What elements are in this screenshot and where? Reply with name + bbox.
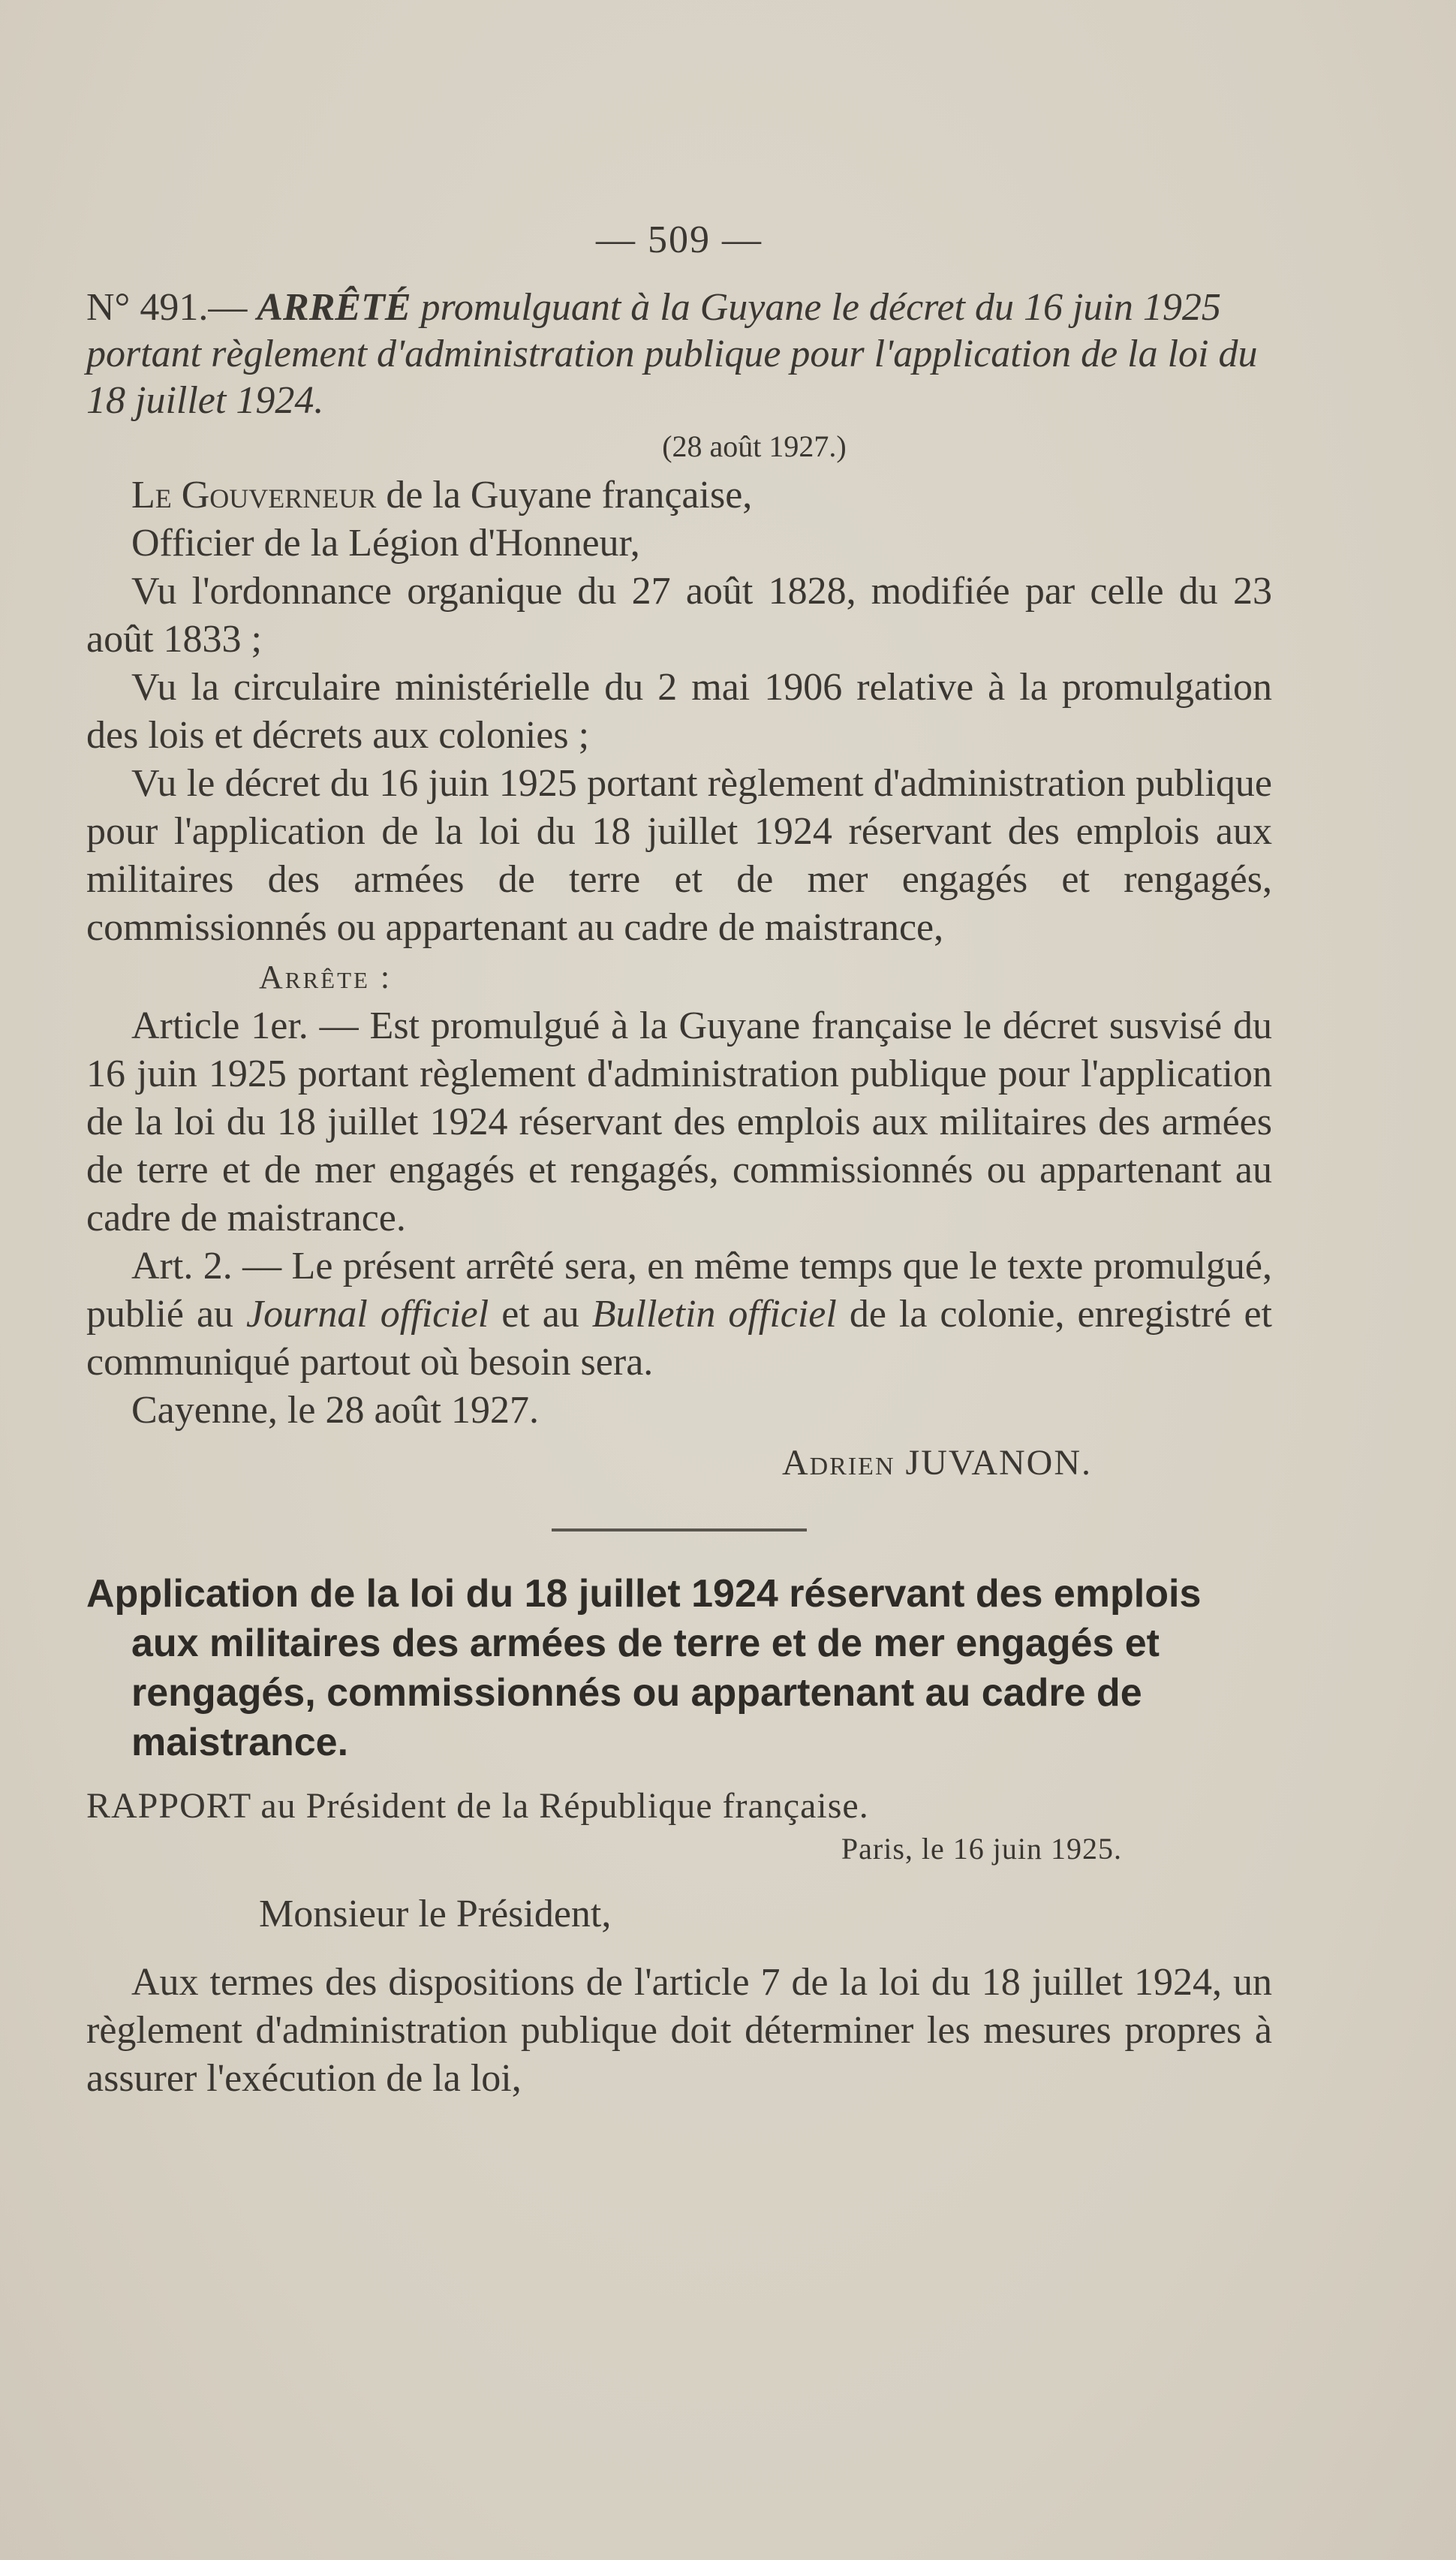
document-content <box>86 218 1272 2103</box>
visa-ordonnance: Vu l'ordonnance organique du 27 août 1828, modifiée par celle du 23 août 1833 ; <box>86 570 1272 661</box>
paris-date: Paris, le 16 juin 1925. <box>841 1832 1122 1866</box>
section-title: Application de la loi du 18 juillet 1924 réservant des emplois aux militaires des armées de terre et de mer engagés et rengagés, commissionnés ou appartenant au cadre de maistrance. <box>86 1572 1202 1764</box>
article-2-a: Art. 2. — Le présent arrêté sera, en même temps que le texte promulgué, publié au <box>86 1245 1272 1336</box>
visa-decret: Vu le décret du 16 juin 1925 portant règlement d'administration publique pour l'application de la loi du 18 juillet 1924 réservant des emplois aux militaires des armées de terre et de mer engagés et rengagés, commissionnés ou appartenant au cadre de maistrance, <box>86 762 1272 949</box>
article-2-c: de la colonie, enregistré et communiqué partout où besoin sera. <box>86 1293 1272 1384</box>
salutation: Monsieur le Président, <box>259 1893 612 1935</box>
arrete-date: (28 août 1927.) <box>662 429 847 463</box>
arrete-label: Arrête : <box>259 959 393 995</box>
governor-title: Le Gouverneur <box>131 474 377 517</box>
governor-line <box>86 471 1272 520</box>
bulletin-officiel: Bulletin officiel <box>591 1293 837 1336</box>
page-number: — 509 — <box>596 218 763 261</box>
rapport-paragraph-1: Aux termes des dispositions de l'article 7 de la loi du 18 juillet 1924, un règlement d'administration publique doit déterminer les mesures propres à assurer l'exécution de la loi, <box>86 1961 1272 2100</box>
signature: Adrien JUVANON. <box>781 1443 1092 1483</box>
arrete-heading-text: promulguant à la Guyane le décret du 16 juin 1925 portant règlement d'administration publique pour l'application de la loi du 18 juillet 1924. <box>86 286 1258 422</box>
place-date: Cayenne, le 28 août 1927. <box>131 1389 539 1432</box>
article-2 <box>86 1242 1272 1387</box>
arrete-heading <box>86 285 1272 424</box>
section-divider <box>552 1528 807 1531</box>
visa-circulaire: Vu la circulaire ministérielle du 2 mai 1906 relative à la promulgation des lois et décrets aux colonies ; <box>86 666 1272 757</box>
officer-line: Officier de la Légion d'Honneur, <box>131 522 640 565</box>
arrete-word: ARRÊTÉ <box>257 286 411 329</box>
rapport-heading: RAPPORT au Président de la République française. <box>86 1786 869 1826</box>
article-1: Article 1er. — Est promulgué à la Guyane française le décret susvisé du 16 juin 1925 portant règlement d'administration publique pour l'application de la loi du 18 juillet 1924 réservant des emplois aux militaires des armées de terre et de mer engagés et rengagés, commissionnés ou appartenant au cadre de maistrance. <box>86 1004 1272 1239</box>
arrete-number: N° 491.— <box>86 286 248 329</box>
governor-rest: de la Guyane française, <box>376 474 753 517</box>
article-2-b: et au <box>489 1293 592 1336</box>
journal-officiel: Journal officiel <box>246 1293 489 1336</box>
